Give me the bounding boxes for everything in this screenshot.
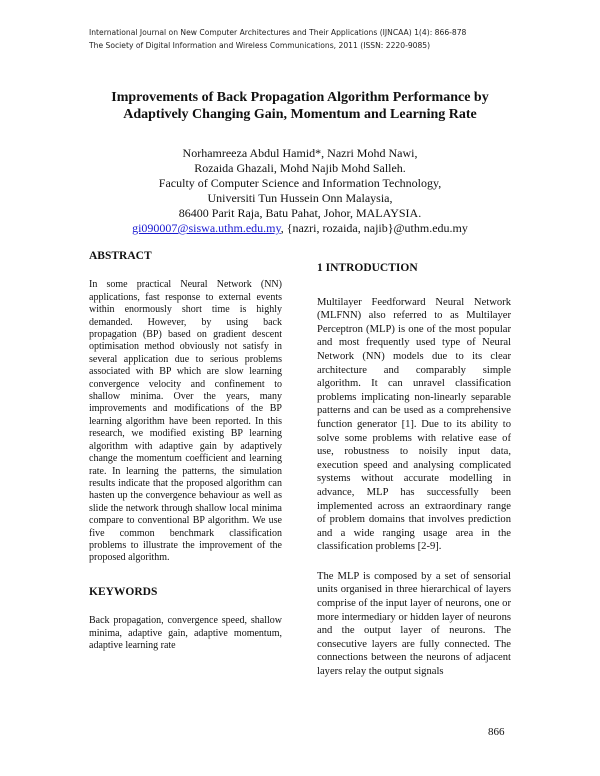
author-names-line-2: Rozaida Ghazali, Mohd Najib Mohd Salleh. [194,161,406,175]
abstract-text: In some practical Neural Network (NN) applications, fast response to external events within enormously short time is highly demanded. However, by using back propagation (BP) based on gradient descent optimisation method obviously not satisfy in several application due to serious problems associated with BP which are slow learning convergence velocity and confinement to shallow minima. Over the years, many improvements and modifications of the BP learning algorithm have been reported. In this research, we modified existing BP learning algorithm with adaptive gain by adaptively change the momentum coefficient and learning rate. In learning the patterns, the simulation results indicate that the proposed algorithm can hasten up the convergence behaviour as well as slide the network through shallow local minima compare to conventional BP algorithm. We use five common benchmark classification problems to illustrate the improvement of the proposed algorithm. [89,279,282,564]
author-faculty: Faculty of Computer Science and Information Technology, [158,176,442,190]
page-number: 866 [488,726,505,738]
paper-title [40,89,560,123]
author-university: Universiti Tun Hussein Onn Malaysia, [207,191,393,205]
introduction-heading: 1 INTRODUCTION [317,262,418,274]
right-column [317,262,511,695]
keywords-heading: KEYWORDS [89,585,158,598]
introduction-paragraph-2: The MLP is composed by a set of sensorial units organised in three hierarchical of layers comprise of the input layer of neurons, one or more intermediary or hidden layer of neurons and the output layer of neurons. The consecutive layers are fully connected. The connections between the neurons of adjacent layers relay the output signals [317,570,511,678]
title-line-1: Improvements of Back Propagation Algorithm Performance by [111,90,489,105]
journal-header [89,26,569,52]
left-column [89,250,282,673]
journal-citation-line: International Journal on New Computer Architectures and Their Applications (IJNCAA) 1(4): 866-878 [89,28,467,37]
journal-society-line: The Society of Digital Information and Wireless Communications, 2011 (ISSN: 2220-9085) [89,41,431,50]
author-names-line-1: Norhamreeza Abdul Hamid*, Nazri Mohd Nawi, [182,146,418,160]
introduction-paragraph-1: Multilayer Feedforward Neural Network (MLFNN) also referred to as Multilayer Perceptron (MLP) is one of the most popular and most frequently used type of Neural Network (NN) models due to its clear architecture and comparably simple algorithm. It can unravel classification problems implicating non-linearly separable patterns and can be used as a comprehensive function generator [1]. Due to its ability to solve some problems with relative ease of use, robustness to noisily input data, execution speed and analysing complicated systems without accurate modelling in advance, MLP has successfully been implemented across an extraordinary range of problem domains that involves prediction and a wide ranging usage area in the classification problems [2-9]. [317,296,511,553]
author-block [60,146,540,236]
title-line-2: Adaptively Changing Gain, Momentum and Learning Rate [123,107,477,122]
author-address: 86400 Parit Raja, Batu Pahat, Johor, MALAYSIA. [178,206,422,220]
email-link[interactable]: gi090007@siswa.uthm.edu.my [132,221,281,235]
email-rest: , {nazri, rozaida, najib}@uthm.edu.my [280,221,468,235]
keywords-text: Back propagation, convergence speed, shallow minima, adaptive gain, adaptive momentum, adaptive learning rate [89,615,282,651]
author-emails [60,221,540,236]
abstract-heading: ABSTRACT [89,250,152,262]
